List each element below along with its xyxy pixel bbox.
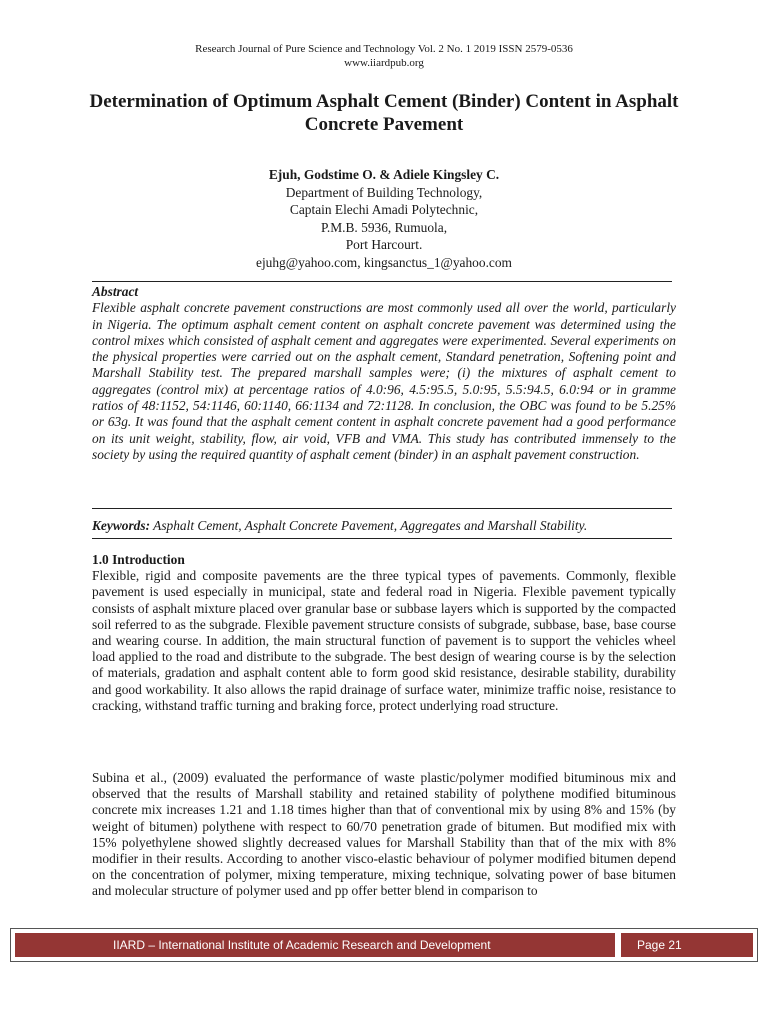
keywords-bottom-rule <box>92 538 672 539</box>
abstract-section <box>92 284 676 463</box>
footer-institute: IIARD – International Institute of Academic Research and Development <box>15 933 615 957</box>
introduction-section <box>92 552 676 714</box>
author-block <box>0 166 768 271</box>
author-names: Ejuh, Godstime O. & Adiele Kingsley C. <box>268 167 500 182</box>
page-number: Page 21 <box>621 933 753 957</box>
abstract-top-rule <box>92 281 672 282</box>
body-paragraph: Subina et al., (2009) evaluated the performance of waste plastic/polymer modified bituminous mix and observed that the results of Marshall stability and retained stability of polythene modified bituminous concrete mix increases 1.21 and 1.18 times higher than that of conventional mix by using 8% and 15% (by weight of bitumen) polythene with respect to 60/70 penetration grade of bitumen. But modified mix with 15% polyethylene showed slightly decreased values for Marshall Stability than that of the mix with 8% modifier in their results. According to another visco-elastic behaviour of polymer modified bitumen depend on the concentration of polymer, mixing temperature, mixing technique, solvating power of base bitumen and molecular structure of polymer used and pp offer better blend in comparison to <box>92 770 676 899</box>
page-footer <box>10 928 758 962</box>
journal-header <box>0 42 768 70</box>
journal-line: Research Journal of Pure Science and Technology Vol. 2 No. 1 2019 ISSN 2579-0536 <box>195 43 573 55</box>
affiliation-line: Department of Building Technology, <box>285 184 483 200</box>
journal-website: www.iiardpub.org <box>344 57 424 69</box>
keywords-section <box>92 518 676 534</box>
keywords-label: Keywords: <box>92 518 151 533</box>
affiliation-line: P.M.B. 5936, Rumuola, <box>320 219 448 235</box>
abstract-heading: Abstract <box>92 284 139 299</box>
affiliation-line: Captain Elechi Amadi Polytechnic, <box>289 202 479 217</box>
introduction-paragraph-2 <box>92 770 676 900</box>
author-emails: ejuhg@yahoo.com, kingsanctus_1@yahoo.com <box>256 254 512 270</box>
affiliation-line: Port Harcourt. <box>345 237 423 252</box>
paper-title: Determination of Optimum Asphalt Cement (Binder) Content in Asphalt Concrete Pavement <box>89 91 679 135</box>
abstract-bottom-rule <box>92 508 672 509</box>
keywords-text: Asphalt Cement, Asphalt Concrete Pavement, Aggregates and Marshall Stability. <box>153 518 588 533</box>
abstract-text: Flexible asphalt concrete pavement constructions are most commonly used all over the world, particularly in Nigeria. The optimum asphalt cement content on asphalt concrete pavement was determined using the control mixes which consisted of asphalt cement and aggregates were experimented. Several experiments on the physical properties were carried out on the asphalt cement, Standard penetration, Softening point and Marshall Stability test. The prepared marshall samples were; (i) the mixtures of asphalt cement to aggregates (control mix) at percentage ratios of 4.0:96, 4.5:95.5, 5.0:95, 5.5:94.5, 6.0:94 or in gramme ratios of 48:1152, 54:1146, 60:1140, 66:1134 and 72:1128. In conclusion, the OBC was found to be 5.25% or 63g. It was found that the asphalt cement content in asphalt concrete pavement had a good performance on its unit weight, stability, flow, air void, VFB and VMA. This study has contributed immensely to the society by using the required quantity of asphalt cement (binder) in an asphalt pavement construction. <box>92 300 676 462</box>
section-heading: 1.0 Introduction <box>92 552 185 567</box>
body-paragraph: Flexible, rigid and composite pavements are the three typical types of pavements. Commonly, flexible pavement is used especially in municipal, state and federal road in Nigeria. Flexible pavement typically consists of asphalt mixture placed over granular base or subbase layers which is supported by the compacted soil referred to as the subgrade. Flexible pavement structure consists of subgrade, subbase, base, base course and wearing course. In addition, the main structural function of pavement is to support the vehicles wheel load applied to the road and distribute to the subgrade. The best design of wearing course is by the selection of materials, gradation and asphalt content able to form good skid resistance, desirable stability, durability and good workability. It also allows the rapid drainage of surface water, minimize traffic noise, resistance to cracking, withstand traffic turning and braking force, protect underlying road structure. <box>92 568 676 713</box>
